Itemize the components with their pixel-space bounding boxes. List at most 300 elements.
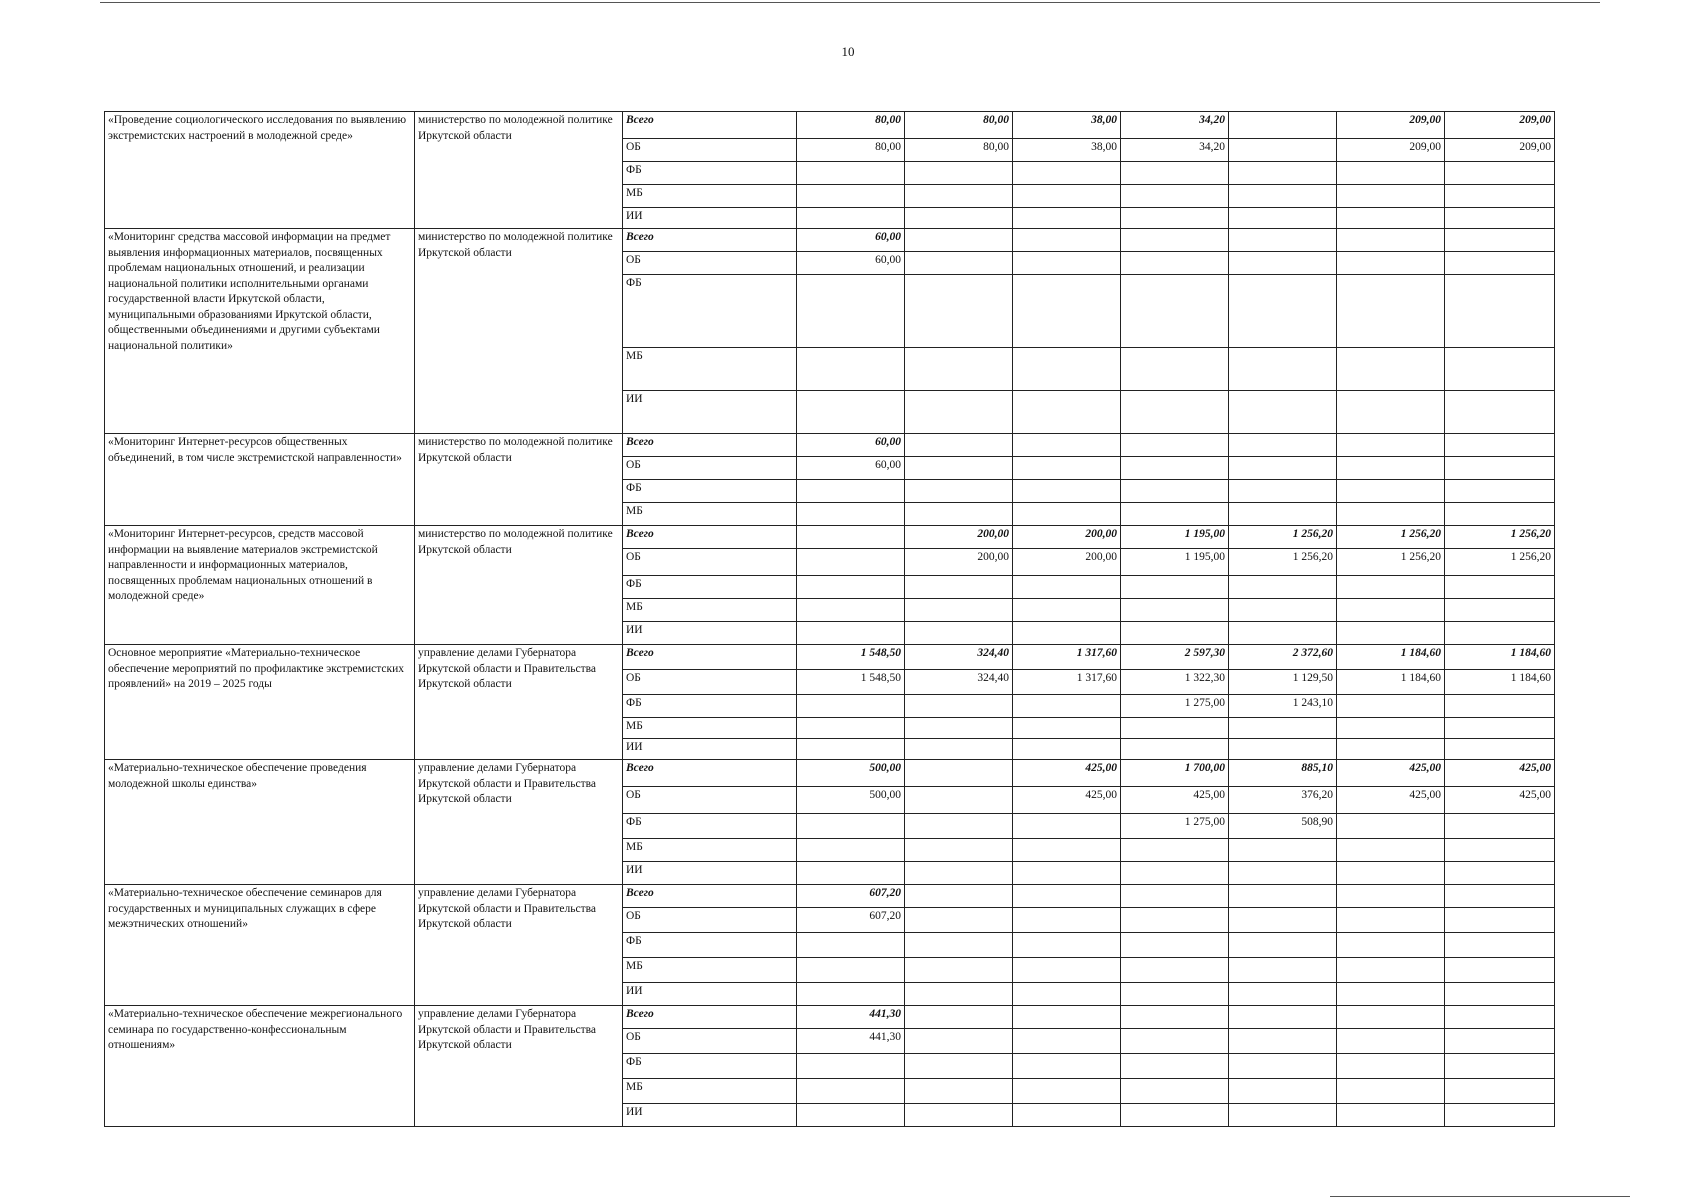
funding-source-cell: ИИ: [623, 862, 797, 885]
amount-cell: [1013, 576, 1121, 599]
funding-source-cell: Всего: [623, 229, 797, 252]
amount-cell: [1337, 348, 1445, 391]
funding-source-cell: ОБ: [623, 139, 797, 162]
funding-source-cell: ФБ: [623, 933, 797, 958]
amount-cell: [1445, 576, 1555, 599]
funding-source-cell: МБ: [623, 599, 797, 622]
funding-source-cell: Всего: [623, 645, 797, 670]
amount-cell: [905, 348, 1013, 391]
amount-cell: [1013, 185, 1121, 208]
amount-cell: [1013, 862, 1121, 885]
amount-cell: [1229, 958, 1337, 983]
amount-cell: [1121, 718, 1229, 739]
amount-cell: 200,00: [905, 526, 1013, 549]
amount-cell: [905, 391, 1013, 434]
amount-cell: [1337, 457, 1445, 480]
amount-cell: 425,00: [1013, 760, 1121, 787]
amount-cell: [1013, 503, 1121, 526]
amount-cell: [1013, 718, 1121, 739]
event-name-cell: Основное мероприятие «Материально-техническое обеспечение мероприятий по профилактике экстремистских проявлений» на 2019 – 2025 годы: [105, 645, 415, 760]
amount-cell: 607,20: [797, 908, 905, 933]
funding-source-cell: Всего: [623, 885, 797, 908]
table-row: [105, 434, 1555, 457]
amount-cell: [1337, 908, 1445, 933]
amount-cell: 200,00: [1013, 526, 1121, 549]
amount-cell: [1229, 739, 1337, 760]
amount-cell: 80,00: [797, 112, 905, 139]
responsible-cell: управление делами Губернатора Иркутской области и Правительства Иркутской области: [415, 1006, 623, 1127]
amount-cell: [1013, 1054, 1121, 1079]
amount-cell: [797, 185, 905, 208]
amount-cell: [1121, 908, 1229, 933]
responsible-cell: управление делами Губернатора Иркутской области и Правительства Иркутской области: [415, 885, 623, 1006]
amount-cell: [1121, 208, 1229, 229]
amount-cell: [1229, 348, 1337, 391]
amount-cell: [1013, 162, 1121, 185]
amount-cell: [1337, 1054, 1445, 1079]
funding-source-cell: Всего: [623, 434, 797, 457]
amount-cell: [1121, 885, 1229, 908]
amount-cell: 441,30: [797, 1006, 905, 1029]
funding-source-cell: ИИ: [623, 739, 797, 760]
funding-source-cell: ИИ: [623, 622, 797, 645]
amount-cell: [1337, 434, 1445, 457]
amount-cell: [905, 839, 1013, 862]
table-row: [105, 760, 1555, 787]
amount-cell: [905, 252, 1013, 275]
funding-source-cell: ИИ: [623, 208, 797, 229]
amount-cell: 2 597,30: [1121, 645, 1229, 670]
amount-cell: [1229, 718, 1337, 739]
amount-cell: [797, 718, 905, 739]
amount-cell: 209,00: [1337, 112, 1445, 139]
amount-cell: [1445, 480, 1555, 503]
amount-cell: [1013, 814, 1121, 839]
amount-cell: [905, 599, 1013, 622]
amount-cell: [905, 1006, 1013, 1029]
amount-cell: [797, 162, 905, 185]
funding-source-cell: МБ: [623, 348, 797, 391]
amount-cell: [1229, 1054, 1337, 1079]
funding-source-cell: МБ: [623, 839, 797, 862]
amount-cell: [905, 885, 1013, 908]
amount-cell: [1337, 862, 1445, 885]
amount-cell: [797, 348, 905, 391]
amount-cell: [797, 275, 905, 348]
amount-cell: [1337, 503, 1445, 526]
amount-cell: 80,00: [905, 139, 1013, 162]
amount-cell: 425,00: [1337, 760, 1445, 787]
amount-cell: 324,40: [905, 645, 1013, 670]
amount-cell: [1337, 983, 1445, 1006]
amount-cell: [1337, 958, 1445, 983]
amount-cell: 38,00: [1013, 139, 1121, 162]
amount-cell: 425,00: [1337, 787, 1445, 814]
amount-cell: [1337, 229, 1445, 252]
amount-cell: [1445, 252, 1555, 275]
amount-cell: [1229, 839, 1337, 862]
amount-cell: [1445, 958, 1555, 983]
amount-cell: [1445, 348, 1555, 391]
amount-cell: 607,20: [797, 885, 905, 908]
amount-cell: [1337, 480, 1445, 503]
amount-cell: [797, 208, 905, 229]
amount-cell: [1013, 958, 1121, 983]
amount-cell: [1121, 1079, 1229, 1104]
amount-cell: 1 275,00: [1121, 814, 1229, 839]
funding-source-cell: ФБ: [623, 162, 797, 185]
amount-cell: [1229, 229, 1337, 252]
funding-source-cell: ИИ: [623, 1104, 797, 1127]
responsible-cell: министерство по молодежной политике Иркутской области: [415, 526, 623, 645]
amount-cell: [797, 480, 905, 503]
amount-cell: [1121, 348, 1229, 391]
amount-cell: 500,00: [797, 787, 905, 814]
amount-cell: [1445, 1006, 1555, 1029]
funding-source-cell: Всего: [623, 112, 797, 139]
funding-source-cell: ОБ: [623, 457, 797, 480]
amount-cell: [905, 760, 1013, 787]
amount-cell: [1013, 739, 1121, 760]
amount-cell: [1445, 718, 1555, 739]
amount-cell: 60,00: [797, 434, 905, 457]
amount-cell: [797, 839, 905, 862]
amount-cell: [1229, 933, 1337, 958]
amount-cell: [797, 576, 905, 599]
amount-cell: 2 372,60: [1229, 645, 1337, 670]
amount-cell: [1121, 457, 1229, 480]
funding-source-cell: МБ: [623, 1079, 797, 1104]
amount-cell: [1013, 885, 1121, 908]
amount-cell: [1013, 208, 1121, 229]
funding-source-cell: МБ: [623, 718, 797, 739]
amount-cell: [1229, 908, 1337, 933]
amount-cell: [905, 1079, 1013, 1104]
amount-cell: [1445, 1054, 1555, 1079]
amount-cell: 200,00: [1013, 549, 1121, 576]
amount-cell: [1013, 983, 1121, 1006]
amount-cell: [797, 983, 905, 1006]
amount-cell: [797, 526, 905, 549]
amount-cell: [905, 208, 1013, 229]
amount-cell: [797, 958, 905, 983]
amount-cell: [905, 739, 1013, 760]
amount-cell: [1229, 983, 1337, 1006]
amount-cell: [1229, 503, 1337, 526]
amount-cell: 1 700,00: [1121, 760, 1229, 787]
amount-cell: [1121, 576, 1229, 599]
funding-source-cell: ОБ: [623, 787, 797, 814]
event-name-cell: «Проведение социологического исследования по выявлению экстремистских настроений в молодежной среде»: [105, 112, 415, 229]
amount-cell: 1 129,50: [1229, 670, 1337, 695]
table-row: [105, 645, 1555, 670]
amount-cell: [905, 1054, 1013, 1079]
amount-cell: [1013, 1104, 1121, 1127]
amount-cell: [1121, 622, 1229, 645]
amount-cell: [1445, 391, 1555, 434]
amount-cell: [1337, 1029, 1445, 1054]
amount-cell: 1 317,60: [1013, 670, 1121, 695]
amount-cell: [1445, 434, 1555, 457]
amount-cell: [1445, 1104, 1555, 1127]
amount-cell: [1445, 1029, 1555, 1054]
amount-cell: [1013, 1079, 1121, 1104]
amount-cell: 1 184,60: [1337, 670, 1445, 695]
amount-cell: [1121, 1029, 1229, 1054]
amount-cell: 209,00: [1445, 139, 1555, 162]
amount-cell: [1229, 1006, 1337, 1029]
amount-cell: 324,40: [905, 670, 1013, 695]
amount-cell: [1445, 885, 1555, 908]
amount-cell: 209,00: [1337, 139, 1445, 162]
amount-cell: 34,20: [1121, 139, 1229, 162]
amount-cell: [905, 576, 1013, 599]
amount-cell: 60,00: [797, 229, 905, 252]
amount-cell: [905, 480, 1013, 503]
amount-cell: [1121, 1006, 1229, 1029]
amount-cell: [797, 1079, 905, 1104]
amount-cell: [1229, 1079, 1337, 1104]
amount-cell: [905, 862, 1013, 885]
amount-cell: [905, 185, 1013, 208]
amount-cell: [1337, 839, 1445, 862]
responsible-cell: министерство по молодежной политике Иркутской области: [415, 112, 623, 229]
amount-cell: [1121, 1054, 1229, 1079]
amount-cell: 1 256,20: [1445, 526, 1555, 549]
funding-source-cell: ОБ: [623, 549, 797, 576]
amount-cell: [1121, 599, 1229, 622]
amount-cell: [905, 695, 1013, 718]
funding-source-cell: ФБ: [623, 814, 797, 839]
amount-cell: 425,00: [1445, 760, 1555, 787]
amount-cell: [1013, 1006, 1121, 1029]
table-body: [105, 112, 1555, 1127]
amount-cell: [1445, 275, 1555, 348]
amount-cell: 1 184,60: [1445, 670, 1555, 695]
amount-cell: [1229, 112, 1337, 139]
amount-cell: [1337, 185, 1445, 208]
amount-cell: [905, 718, 1013, 739]
table-row: [105, 112, 1555, 139]
amount-cell: [1013, 839, 1121, 862]
amount-cell: [797, 549, 905, 576]
amount-cell: [1445, 908, 1555, 933]
table-row: [105, 526, 1555, 549]
amount-cell: [1229, 622, 1337, 645]
amount-cell: [1121, 839, 1229, 862]
amount-cell: [1229, 252, 1337, 275]
amount-cell: [1121, 229, 1229, 252]
amount-cell: [1013, 348, 1121, 391]
amount-cell: [1337, 814, 1445, 839]
scan-edge-line: [1330, 1196, 1630, 1197]
amount-cell: 80,00: [905, 112, 1013, 139]
amount-cell: 60,00: [797, 457, 905, 480]
amount-cell: [905, 162, 1013, 185]
amount-cell: [1445, 839, 1555, 862]
amount-cell: [1121, 503, 1229, 526]
amount-cell: [1013, 933, 1121, 958]
funding-source-cell: ФБ: [623, 695, 797, 718]
amount-cell: [1229, 139, 1337, 162]
table-row: [105, 1006, 1555, 1029]
amount-cell: 1 243,10: [1229, 695, 1337, 718]
event-name-cell: «Материально-техническое обеспечение межрегионального семинара по государственно-конфессиональным отношениям»: [105, 1006, 415, 1127]
amount-cell: [905, 983, 1013, 1006]
amount-cell: [1229, 185, 1337, 208]
event-name-cell: «Материально-техническое обеспечение семинаров для государственных и муниципальных служащих в сфере межэтнических отношений»: [105, 885, 415, 1006]
amount-cell: [905, 503, 1013, 526]
amount-cell: [1121, 933, 1229, 958]
amount-cell: [1121, 434, 1229, 457]
amount-cell: [797, 599, 905, 622]
amount-cell: [1013, 229, 1121, 252]
table-row: [105, 229, 1555, 252]
amount-cell: 1 184,60: [1337, 645, 1445, 670]
amount-cell: [797, 503, 905, 526]
funding-source-cell: МБ: [623, 185, 797, 208]
amount-cell: [1013, 391, 1121, 434]
amount-cell: [1337, 208, 1445, 229]
amount-cell: [1013, 480, 1121, 503]
amount-cell: [1337, 622, 1445, 645]
event-name-cell: «Материально-техническое обеспечение проведения молодежной школы единства»: [105, 760, 415, 885]
amount-cell: [1121, 252, 1229, 275]
amount-cell: [1229, 599, 1337, 622]
amount-cell: [905, 787, 1013, 814]
amount-cell: 1 195,00: [1121, 549, 1229, 576]
amount-cell: [1445, 983, 1555, 1006]
amount-cell: [1013, 434, 1121, 457]
amount-cell: 80,00: [797, 139, 905, 162]
amount-cell: [1337, 933, 1445, 958]
amount-cell: [1337, 391, 1445, 434]
funding-source-cell: ОБ: [623, 670, 797, 695]
funding-source-cell: МБ: [623, 503, 797, 526]
funding-source-cell: ФБ: [623, 576, 797, 599]
amount-cell: [1121, 862, 1229, 885]
amount-cell: 1 195,00: [1121, 526, 1229, 549]
amount-cell: [1121, 1104, 1229, 1127]
amount-cell: [1013, 908, 1121, 933]
funding-source-cell: МБ: [623, 958, 797, 983]
amount-cell: [1013, 252, 1121, 275]
amount-cell: [1445, 933, 1555, 958]
amount-cell: [905, 958, 1013, 983]
amount-cell: 200,00: [905, 549, 1013, 576]
event-name-cell: «Мониторинг Интернет-ресурсов, средств массовой информации на выявление материалов экстремистской направленности и информационных материалов, посвященных проблемам национальных отношений в молодежной среде»: [105, 526, 415, 645]
amount-cell: [1445, 185, 1555, 208]
amount-cell: 1 256,20: [1337, 526, 1445, 549]
amount-cell: [1445, 739, 1555, 760]
responsible-cell: министерство по молодежной политике Иркутской области: [415, 229, 623, 434]
amount-cell: [1229, 208, 1337, 229]
amount-cell: [797, 695, 905, 718]
funding-source-cell: ОБ: [623, 908, 797, 933]
amount-cell: [1121, 480, 1229, 503]
amount-cell: [905, 434, 1013, 457]
amount-cell: [797, 1104, 905, 1127]
amount-cell: [905, 457, 1013, 480]
amount-cell: [797, 739, 905, 760]
amount-cell: 885,10: [1229, 760, 1337, 787]
amount-cell: [1337, 1079, 1445, 1104]
amount-cell: [1445, 622, 1555, 645]
amount-cell: [1445, 503, 1555, 526]
amount-cell: [1229, 162, 1337, 185]
amount-cell: [1121, 185, 1229, 208]
amount-cell: [797, 933, 905, 958]
funding-source-cell: ИИ: [623, 391, 797, 434]
amount-cell: [1445, 208, 1555, 229]
funding-source-cell: Всего: [623, 526, 797, 549]
amount-cell: [1121, 275, 1229, 348]
amount-cell: [1337, 275, 1445, 348]
amount-cell: [905, 275, 1013, 348]
amount-cell: 425,00: [1445, 787, 1555, 814]
amount-cell: [797, 862, 905, 885]
amount-cell: 1 256,20: [1337, 549, 1445, 576]
amount-cell: [1013, 275, 1121, 348]
amount-cell: [905, 622, 1013, 645]
funding-source-cell: Всего: [623, 760, 797, 787]
amount-cell: [905, 933, 1013, 958]
amount-cell: 38,00: [1013, 112, 1121, 139]
budget-table: [104, 111, 1555, 1127]
amount-cell: [1229, 1104, 1337, 1127]
amount-cell: [1337, 695, 1445, 718]
amount-cell: 425,00: [1121, 787, 1229, 814]
amount-cell: [1445, 599, 1555, 622]
amount-cell: [1337, 252, 1445, 275]
amount-cell: 1 548,50: [797, 645, 905, 670]
amount-cell: [1121, 162, 1229, 185]
event-name-cell: «Мониторинг средства массовой информации на предмет выявления информационных материалов, посвященных проблемам национальных отношений, и реализации национальной политики исполнительными органами государственной власти Иркутской области, муниципальными образованиями Иркутской области, общественными объединениями и другими субъектами национальной политики»: [105, 229, 415, 434]
amount-cell: 209,00: [1445, 112, 1555, 139]
amount-cell: [1013, 695, 1121, 718]
amount-cell: [797, 814, 905, 839]
amount-cell: [905, 1029, 1013, 1054]
amount-cell: [1337, 162, 1445, 185]
amount-cell: [1337, 1104, 1445, 1127]
amount-cell: [905, 229, 1013, 252]
amount-cell: [1121, 983, 1229, 1006]
amount-cell: 441,30: [797, 1029, 905, 1054]
scan-edge-line: [100, 2, 1600, 3]
amount-cell: [1337, 576, 1445, 599]
amount-cell: [1445, 1079, 1555, 1104]
page-number: 10: [841, 44, 855, 59]
amount-cell: 60,00: [797, 252, 905, 275]
amount-cell: 1 184,60: [1445, 645, 1555, 670]
responsible-cell: управление делами Губернатора Иркутской области и Правительства Иркутской области: [415, 760, 623, 885]
funding-source-cell: ОБ: [623, 252, 797, 275]
amount-cell: 425,00: [1013, 787, 1121, 814]
amount-cell: 376,20: [1229, 787, 1337, 814]
amount-cell: [1445, 814, 1555, 839]
amount-cell: [905, 814, 1013, 839]
amount-cell: 1 256,20: [1445, 549, 1555, 576]
event-name-cell: «Мониторинг Интернет-ресурсов общественных объединений, в том числе экстремистской направленности»: [105, 434, 415, 526]
amount-cell: [1229, 862, 1337, 885]
amount-cell: 34,20: [1121, 112, 1229, 139]
amount-cell: 1 317,60: [1013, 645, 1121, 670]
amount-cell: [797, 622, 905, 645]
amount-cell: [1013, 457, 1121, 480]
table-row: [105, 885, 1555, 908]
amount-cell: [1229, 457, 1337, 480]
amount-cell: [1337, 599, 1445, 622]
